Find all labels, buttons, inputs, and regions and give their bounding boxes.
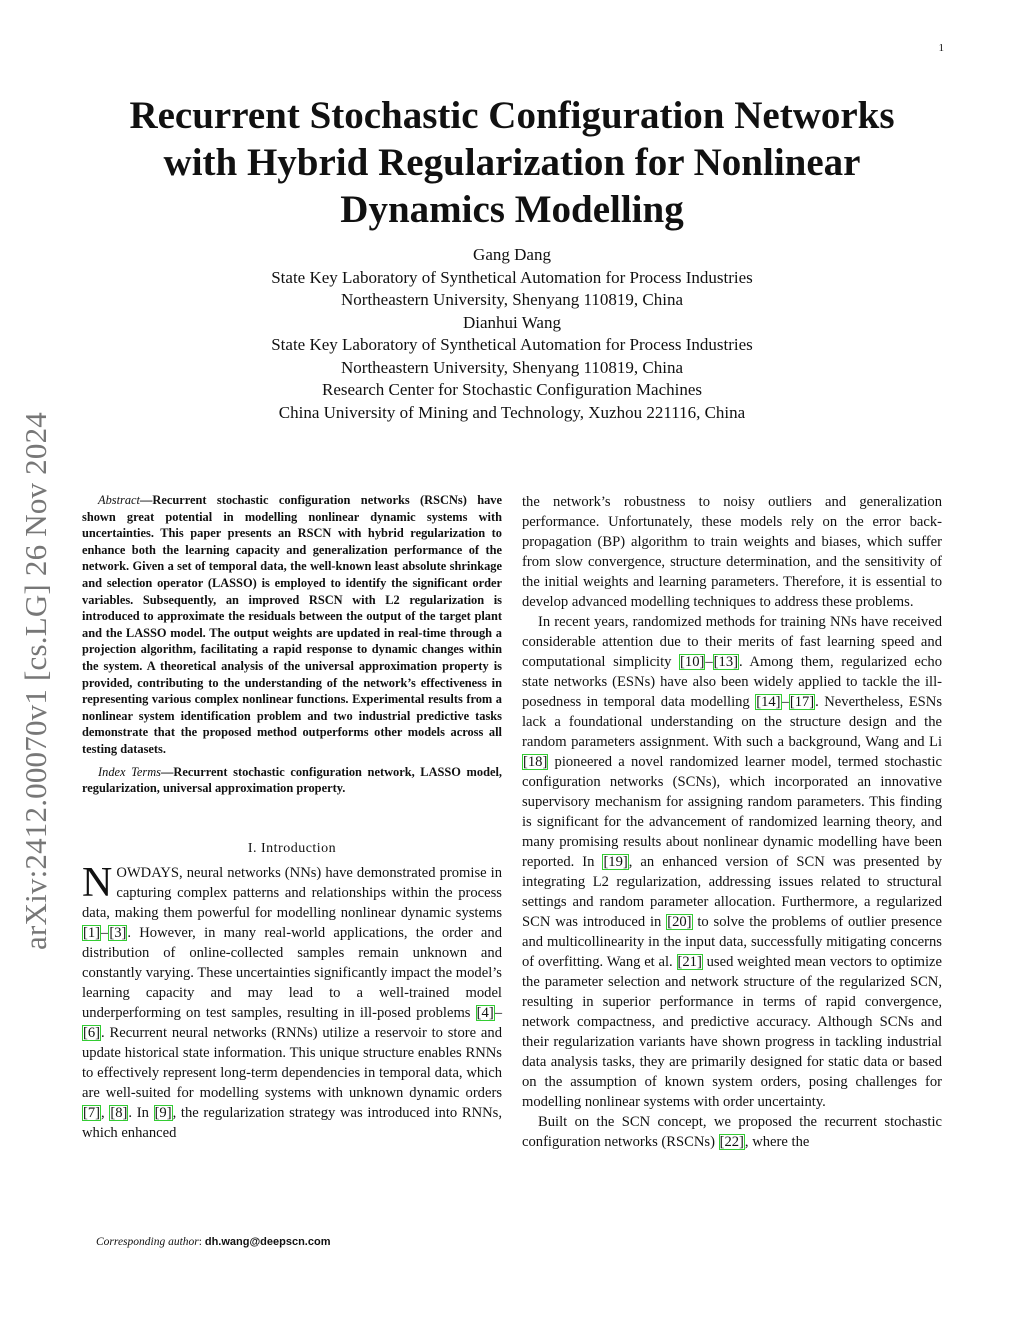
text-run: . Nevertheless, ESNs lack a foundational understanding on the structure design and the random parameters assignment. With such a background, Wang and Li [522, 694, 942, 750]
citation-link[interactable]: [22] [719, 1134, 744, 1150]
index-terms-text: —Recurrent stochastic configuration network, LASSO model, regularization, universal approximation property. [82, 764, 502, 796]
citation-link[interactable]: [10] [680, 654, 705, 670]
text-run: – [101, 924, 109, 941]
citation-link[interactable]: [3] [109, 924, 127, 941]
author-name: Dianhui Wang [463, 312, 561, 332]
citation-link[interactable]: [20] [667, 914, 692, 930]
text-run: – [781, 694, 789, 710]
citation-link[interactable]: [9] [154, 1104, 172, 1121]
text-run: . In [128, 1104, 154, 1121]
body-paragraph [522, 1112, 942, 1152]
author-affiliation: Northeastern University, Shenyang 110819, China [341, 290, 683, 309]
text-run: used weighted mean vectors to optimize the parameter selection and network structure of the regularized SCN, resulting in superior performance in terms of rapid convergence, network compactness, and predictive accuracy. Although SCNs and their regularization variants have shown progress in tackling industrial data analysis tasks, they are primarily designed for static data or based on the assumption of known system orders, posing challenges for modelling nonlinear systems with order uncertainty. [522, 954, 942, 1110]
text-run: , [101, 1104, 110, 1121]
footnote [96, 1236, 330, 1248]
abstract-text: —Recurrent stochastic configuration networks (RSCNs) have shown great potential in modelling nonlinear dynamic systems with uncertainties. This paper presents an RSCN with hybrid regularization to enhance both the learning capacity and generalization performance of the network. Given a set of temporal data, the well-known least absolute shrinkage and selection operator (LASSO) is employed to identify the significant order variables. Subsequently, an improved RSCN with L2 regularization is introduced to approximate the residuals between the output of the target plant and the LASSO model. The output weights are updated in real-time through a projection algorithm, facilitating a rapid response to dynamic changes within the system. A theoretical analysis of the universal approximation property is provided, contributing to the understanding of the network’s effectiveness in representing various complex nonlinear functions. Experimental results from a nonlinear system identification problem and two industrial predictive tasks demonstrate that the proposed method outperforms other models across all testing datasets. [82, 493, 502, 756]
author-block [90, 244, 934, 424]
text-run: , an enhanced version of SCN was presented by integrating L2 regularization, addressing issues related to structural settings and random parameter allocation. Furthermore, a regularized SCN was introduced in [522, 854, 942, 930]
body-paragraph [522, 612, 942, 1112]
abstract [82, 492, 502, 758]
text-run: . However, in many real-world applications, the order and distribution of online-collected samples remain unknown and constantly varying. These uncertainties significantly impact the model’s learning capacity and may lead to a well-trained model underperforming on test samples, resulting in ill-posed problems [82, 924, 502, 1021]
dropcap: N [82, 859, 113, 906]
author-affiliation: Northeastern University, Shenyang 110819, China [341, 357, 683, 377]
right-column [522, 492, 942, 1152]
citation-link[interactable]: [21] [677, 954, 702, 970]
index-terms-label: Index Terms [98, 764, 161, 779]
author-email[interactable]: dh.wang@deepscn.com [204, 1236, 331, 1248]
body-paragraph: the network’s robustness to noisy outliers and generalization performance. Unfortunately, these models rely on the error back-propagation (BP) algorithm to train weights and biases, which suffer from slow convergence, structure determination, and the sensitivity of the initial weights and learning parameters. Therefore, it is essential to develop advanced modelling techniques to address these problems. [522, 494, 942, 610]
citation-link[interactable]: [7] [83, 1104, 101, 1121]
citation-link[interactable]: [6] [83, 1024, 101, 1041]
author-name: Gang Dang [473, 245, 551, 264]
text-run: Built on the SCN concept, we proposed the recurrent stochastic configuration networks (RSCNs) [522, 1114, 942, 1150]
citation-link[interactable]: [14] [756, 694, 781, 710]
text-run: In recent years, randomized methods for training NNs have received considerable attention due to their merits of fast learning speed and computational simplicity [522, 614, 942, 670]
section-heading: I. Introduction [247, 840, 337, 856]
text-run: . Recurrent neural networks (RNNs) utilize a reservoir to store and update historical state information. This unique structure enables RNNs to effectively represent long-term dependencies in temporal data, which are well-suited for modelling systems with unknown dynamic orders [82, 1024, 502, 1101]
text-run: – [494, 1004, 502, 1021]
citation-link[interactable]: [8] [110, 1104, 128, 1121]
author-affiliation: Research Center for Stochastic Configuration Machines [321, 380, 703, 399]
citation-link[interactable]: [19] [603, 854, 628, 870]
text-run: – [705, 654, 713, 670]
text-run: , where the [744, 1134, 810, 1150]
paper-title: Recurrent Stochastic Configuration Networks with Hybrid Regularization for Nonlinear Dynamics Modelling [129, 94, 895, 231]
footnote-separator: : [198, 1236, 205, 1248]
citation-link[interactable]: [4] [476, 1004, 494, 1021]
text-run: , the regularization strategy was introduced into RNNs, which enhanced [82, 1104, 502, 1141]
text-run: pioneered a novel randomized learner model, termed stochastic configuration networks (SCNs), which incorporated an innovative supervisory mechanism for assigning random parameters. This finding is significant for the advancement of randomized learning theory, and many promising results about nonlinear dynamic modelling have been reported. In [522, 754, 942, 870]
text-run: OWDAYS, neural networks (NNs) have demonstrated promise in capturing complex patterns and relationships within the process data, making them powerful for modelling nonlinear dynamic systems [82, 864, 502, 921]
index-terms [82, 764, 502, 797]
page-number: 1 [938, 42, 944, 54]
intro-paragraph [82, 859, 502, 1143]
text-run: . Among them, regularized echo state networks (ESNs) have also been widely applied to tackle the ill-posedness in temporal data modelling [522, 654, 942, 710]
author-affiliation: State Key Laboratory of Synthetical Automation for Process Industries [271, 335, 753, 354]
author-affiliation: State Key Laboratory of Synthetical Automation for Process Industries [271, 267, 753, 287]
abstract-label: Abstract [98, 493, 140, 507]
citation-link[interactable]: [18] [523, 754, 548, 770]
arxiv-stamp: arXiv:2412.00070v1 [cs.LG] 26 Nov 2024 [18, 412, 53, 950]
citation-link[interactable]: [1] [83, 924, 101, 941]
text-run: to solve the problems of outlier presence and multicollinearity in the input data, successfully mitigating concerns of overfitting. Wang et al. [522, 914, 942, 970]
footnote-label: Corresponding author [96, 1236, 199, 1248]
citation-link[interactable]: [17] [789, 694, 815, 710]
author-affiliation: China University of Mining and Technology, Xuzhou 221116, China [278, 402, 746, 422]
left-column [82, 492, 502, 1143]
citation-link[interactable]: [13] [713, 654, 738, 670]
